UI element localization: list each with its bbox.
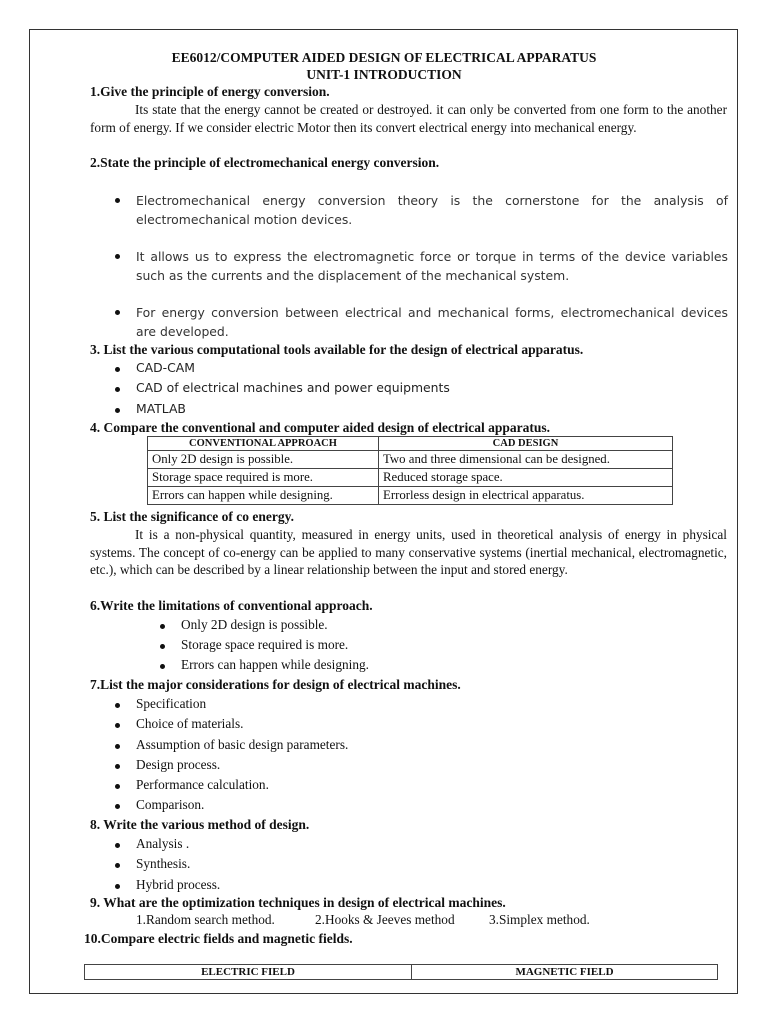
q7-bullet: Performance calculation. — [136, 777, 269, 792]
field-comparison-table — [84, 964, 718, 980]
question-10: 10.Compare electric fields and magnetic fields. — [84, 931, 353, 946]
table-header-row — [148, 437, 673, 451]
bullet-icon — [115, 804, 120, 809]
q6-bullet: Only 2D design is possible. — [181, 617, 328, 632]
bullet-icon — [160, 644, 165, 649]
question-8: 8. Write the various method of design. — [90, 817, 310, 832]
question-3: 3. List the various computational tools available for the design of electrical apparatus. — [90, 342, 584, 357]
comparison-table — [147, 436, 673, 505]
table-cell: Only 2D design is possible. — [148, 451, 379, 469]
table-header: CONVENTIONAL APPROACH — [148, 437, 379, 451]
bullet-icon — [115, 408, 120, 413]
q8-bullet: Analysis . — [136, 836, 190, 851]
bullet-icon — [115, 254, 120, 259]
answer-1: Its state that the energy cannot be created or destroyed. it can only be converted from one form to the another form of energy. If we consider electric Motor then its convert electrical energy into mechanical energy. — [90, 102, 727, 135]
q3-bullet: MATLAB — [136, 401, 186, 416]
bullet-icon — [115, 723, 120, 728]
table-header-row — [85, 965, 718, 980]
question-5: 5. List the significance of co energy. — [90, 509, 294, 524]
table-cell: Storage space required is more. — [148, 469, 379, 487]
table-cell: Two and three dimensional can be designed. — [379, 451, 673, 469]
bullet-icon — [160, 664, 165, 669]
table-cell: Errors can happen while designing. — [148, 487, 379, 505]
question-2: 2.State the principle of electromechanical energy conversion. — [90, 155, 440, 170]
document-title: EE6012/COMPUTER AIDED DESIGN OF ELECTRICAL APPARATUS — [171, 50, 597, 65]
q7-bullet: Choice of materials. — [136, 716, 244, 731]
q8-bullet: Hybrid process. — [136, 877, 221, 892]
table-header: MAGNETIC FIELD — [412, 965, 718, 980]
q7-bullet: Specification — [136, 696, 207, 711]
table-cell: Reduced storage space. — [379, 469, 673, 487]
optimization-method: 2.Hooks & Jeeves method — [315, 912, 455, 927]
q2-bullet: For energy conversion between electrical and mechanical forms, electromechanical devices are developed. — [136, 305, 728, 339]
bullet-icon — [115, 367, 120, 372]
bullet-icon — [115, 387, 120, 392]
table-row — [148, 469, 673, 487]
bullet-icon — [115, 198, 120, 203]
unit-heading: UNIT-1 INTRODUCTION — [306, 67, 462, 82]
table-header: ELECTRIC FIELD — [85, 965, 412, 980]
question-6: 6.Write the limitations of conventional approach. — [90, 598, 373, 613]
bullet-icon — [115, 784, 120, 789]
question-4: 4. Compare the conventional and computer aided design of electrical apparatus. — [90, 420, 550, 435]
bullet-icon — [115, 863, 120, 868]
q3-bullet: CAD of electrical machines and power equipments — [136, 380, 450, 395]
bullet-icon — [115, 764, 120, 769]
table-row — [148, 451, 673, 469]
table-row — [148, 487, 673, 505]
table-cell: Errorless design in electrical apparatus. — [379, 487, 673, 505]
bullet-icon — [115, 703, 120, 708]
q6-bullet: Errors can happen while designing. — [181, 657, 369, 672]
q7-bullet: Assumption of basic design parameters. — [136, 737, 349, 752]
q2-bullet: Electromechanical energy conversion theory is the cornerstone for the analysis of electromechanical motion devices. — [136, 193, 728, 227]
answer-5: It is a non-physical quantity, measured in energy units, used in theoretical analysis of energy in physical systems. The concept of co-energy can be applied to many conservative systems (inertial mechanical, electromagnetic, etc.), which can be described by a linear relationship between the input and stored energy. — [90, 527, 727, 577]
bullet-icon — [115, 744, 120, 749]
q8-bullet: Synthesis. — [136, 856, 191, 871]
q7-bullet: Comparison. — [136, 797, 205, 812]
bullet-icon — [115, 843, 120, 848]
bullet-icon — [115, 310, 120, 315]
q3-bullet: CAD-CAM — [136, 360, 195, 375]
bullet-icon — [115, 884, 120, 889]
question-9: 9. What are the optimization techniques in design of electrical machines. — [90, 895, 506, 910]
table-header: CAD DESIGN — [379, 437, 673, 451]
q7-bullet: Design process. — [136, 757, 221, 772]
optimization-method: 3.Simplex method. — [489, 912, 590, 927]
q2-bullet: It allows us to express the electromagnetic force or torque in terms of the device variables such as the currents and the displacement of the mechanical system. — [136, 249, 728, 283]
question-7: 7.List the major considerations for design of electrical machines. — [90, 677, 461, 692]
q6-bullet: Storage space required is more. — [181, 637, 349, 652]
optimization-method: 1.Random search method. — [136, 912, 275, 927]
question-1: 1.Give the principle of energy conversion. — [90, 84, 330, 99]
bullet-icon — [160, 624, 165, 629]
